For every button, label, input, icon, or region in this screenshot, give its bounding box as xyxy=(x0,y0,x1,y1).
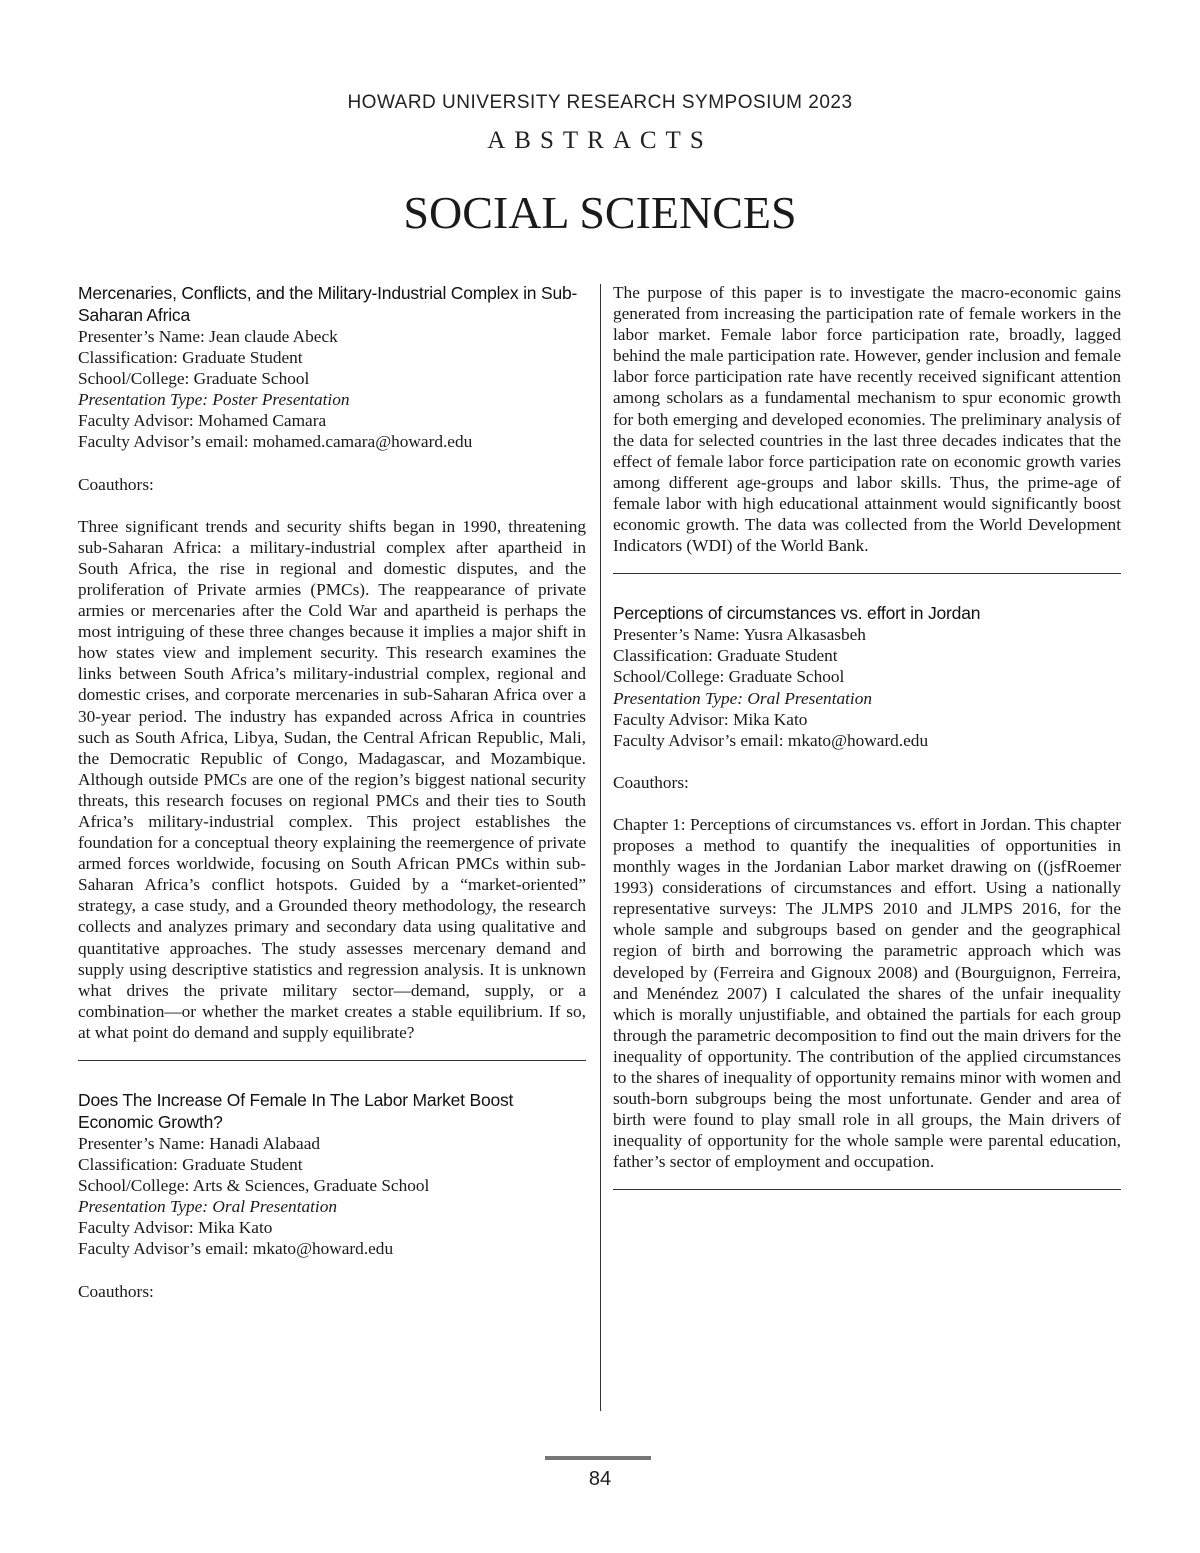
presentation-type: Presentation Type: Poster Presentation xyxy=(78,390,350,410)
faculty-advisor-email: Faculty Advisor’s email: mohamed.camara@howard.edu xyxy=(78,432,473,452)
faculty-advisor-email: Faculty Advisor’s email: mkato@howard.edu xyxy=(613,730,929,750)
column-divider xyxy=(600,284,601,1411)
school-college: School/College: Arts & Sciences, Graduate School xyxy=(78,1176,430,1196)
abstract-title: Mercenaries, Conflicts, and the Military-Industrial Complex in Sub-Saharan Africa xyxy=(78,283,578,325)
abstract-mercenaries xyxy=(78,282,586,1043)
presenter-name: Presenter’s Name: Jean claude Abeck xyxy=(78,327,338,346)
abstract-female-labor xyxy=(78,1089,586,1302)
abstract-divider xyxy=(613,573,1121,574)
classification: Classification: Graduate Student xyxy=(78,1155,303,1175)
abstract-title: Perceptions of circumstances vs. effort in Jordan xyxy=(613,603,981,624)
presenter-name: Presenter’s Name: Yusra Alkasasbeh xyxy=(613,625,866,645)
abstract-jordan xyxy=(613,602,1121,1172)
presentation-type: Presentation Type: Oral Presentation xyxy=(78,1197,338,1217)
abstract-divider xyxy=(78,1060,586,1061)
presenter-name: Presenter’s Name: Hanadi Alabaad xyxy=(78,1134,321,1153)
abstract-body: Three significant trends and security shifts began in 1990, threatening sub-Saharan Africa: a military-industrial complex after apartheid in South Africa, the rise in regional and domestic disputes, and the proliferation of Private armies (PMCs). The reappearance of private armies or mercenaries after the Cold War and apartheid is perhaps the most intriguing of these three changes because it implies a major shift in how states view and implement security. This research examines the links between South Africa’s military-industrial complex, regional and domestic crises, and corporate mercenaries in sub-Saharan Africa over a 30-year period. The industry has expanded across Africa in countries such as South Africa, Libya, Sudan, the Central African Republic, Mali, the Democratic Republic of Congo, Madagascar, and Mozambique. Although outside PMCs are one of the region’s biggest national security threats, this research focuses on regional PMCs and their ties to South Africa’s military-industrial complex. This project establishes the foundation for a conceptual theory explaining the reemergence of private armed forces worldwide, focusing on South African PMCs within sub-Saharan Africa’s conflict hotspots. Guided by a “market-oriented” strategy, a case study, and a Grounded theory methodology, the research collects and analyzes primary and secondary data using qualitative and quantitative approaches. The study assesses mercenary demand and supply using descriptive statistics and regression analysis. It is unknown what drives the private military sector—demand, supply, or a combination—or whether the market creates a stable equilibrium. If so, at what point do demand and supply equilibrate? xyxy=(78,516,586,1042)
faculty-advisor: Faculty Advisor: Mika Kato xyxy=(78,1218,273,1238)
abstract-body: The purpose of this paper is to investigate the macro-economic gains generated from increasing the participation rate of female workers in the labor market. Female labor force participation rate, broadly, lagged behind the male participation rate. However, gender inclusion and female labor force participation rate have recently received significant attention among scholars as a fundamental mechanism to spur economic growth for both emerging and developed economies. The preliminary analysis of the data for selected countries in the last three decades indicates that the effect of female labor force participation rate on economic growth varies among different age-groups and labor skills. Thus, the prime-age of female labor with high educational attainment would significantly boost economic growth. The data was collected from the World Development Indicators (WDI) of the World Bank. xyxy=(613,283,1121,556)
right-column xyxy=(613,282,1121,1218)
left-column xyxy=(78,282,586,1302)
school-college: School/College: Graduate School xyxy=(613,667,845,687)
faculty-advisor-email: Faculty Advisor’s email: mkato@howard.edu xyxy=(78,1239,394,1259)
faculty-advisor: Faculty Advisor: Mohamed Camara xyxy=(78,411,327,431)
abstract-divider xyxy=(613,1189,1121,1190)
faculty-advisor: Faculty Advisor: Mika Kato xyxy=(613,709,808,729)
coauthors-label: Coauthors: xyxy=(613,772,689,792)
symposium-header: HOWARD UNIVERSITY RESEARCH SYMPOSIUM 2023 xyxy=(347,92,853,113)
abstract-title: Does The Increase Of Female In The Labor Market Boost Economic Growth? xyxy=(78,1090,514,1132)
classification: Classification: Graduate Student xyxy=(613,646,838,666)
abstract-body: Chapter 1: Perceptions of circumstances vs. effort in Jordan. This chapter proposes a method to quantify the inequalities of opportunities in monthly wages in the Jordanian Labor market drawing on ((jsfRoemer 1993) considerations of circumstances and effort. Using a nationally representative surveys: The JLMPS 2010 and JLMPS 2016, for the whole sample and subgroups based on gender and the geographical region of birth and borrowing the parametric approach which was developed by (Ferreira and Gignoux 2008) and (Bourguignon, Ferreira, and Menéndez 2007) I calculated the shares of the unfair inequality which is morally unjustifiable, and obtained the partials for each group through the parametric decomposition to find out the main drivers for the inequality of opportunity. The contribution of the applied circumstances to the shares of inequality of opportunity remains minor with women and south-born subgroups being the most unfortunate. Gender and area of birth were found to play small role in all groups, the Main drivers of inequality of opportunity for the whole sample were parental education, father’s sector of employment and occupation. xyxy=(613,814,1121,1172)
abstracts-header: ABSTRACTS xyxy=(487,127,713,154)
page-number: 84 xyxy=(588,1468,612,1490)
school-college: School/College: Graduate School xyxy=(78,369,310,389)
page-number-bar xyxy=(545,1456,651,1460)
abstract-female-labor-continued xyxy=(613,282,1121,556)
presentation-type: Presentation Type: Oral Presentation xyxy=(613,688,873,708)
classification: Classification: Graduate Student xyxy=(78,348,303,368)
coauthors-label: Coauthors: xyxy=(78,1281,154,1301)
section-title: SOCIAL SCIENCES xyxy=(403,187,797,238)
coauthors-label: Coauthors: xyxy=(78,474,154,494)
